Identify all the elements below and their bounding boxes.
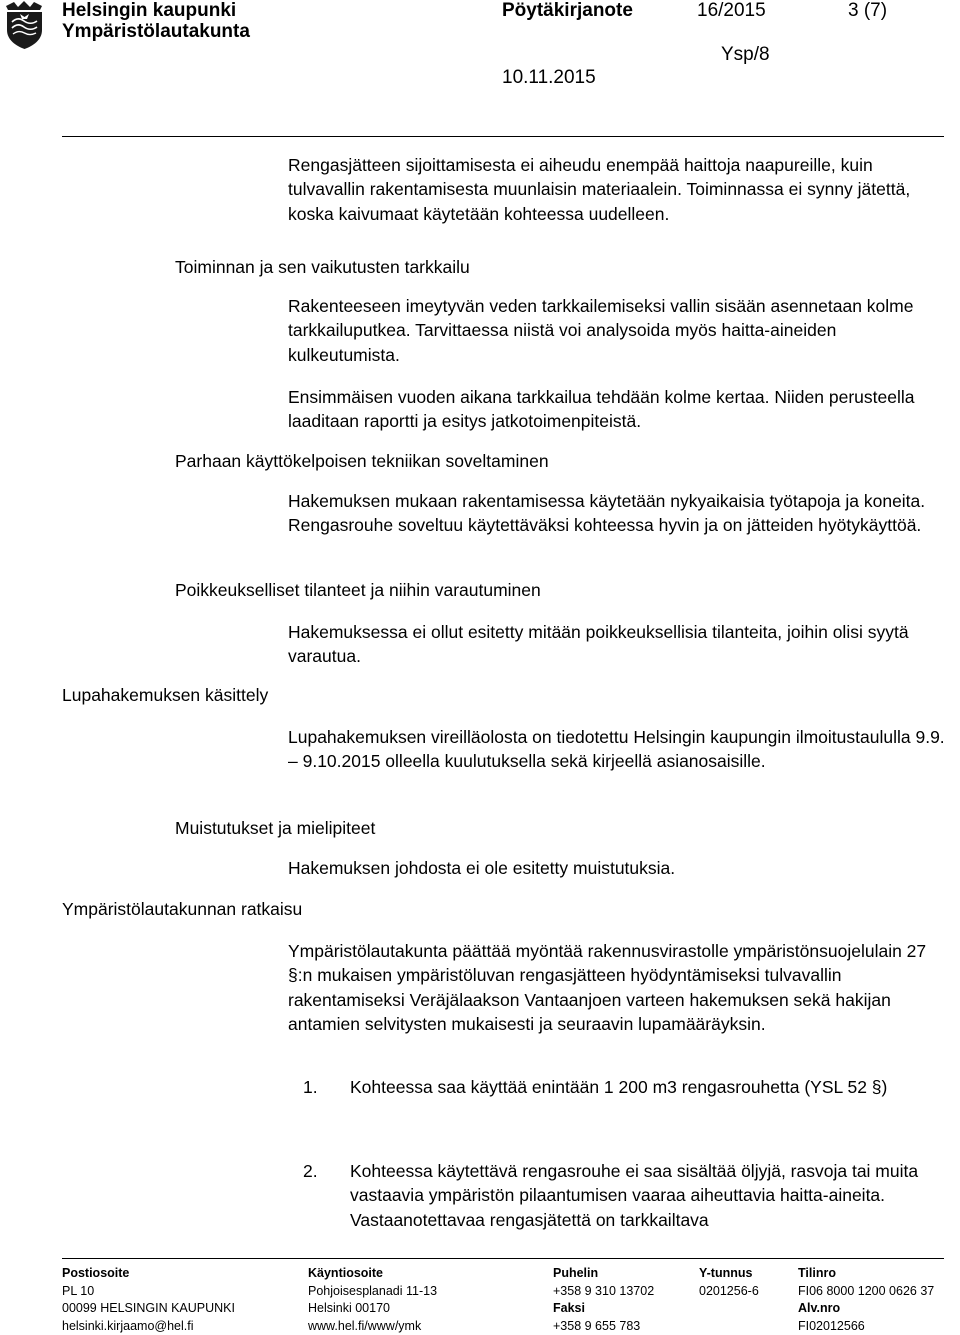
footer-visiting-line2: Helsinki 00170 <box>308 1300 437 1318</box>
decision-heading: Ympäristölautakunnan ratkaisu <box>62 897 302 921</box>
list-item-1: Kohteessa saa käyttää enintään 1 200 m3 rengasrouhetta (YSL 52 §) <box>350 1075 930 1099</box>
bat-heading: Parhaan käyttökelpoisen tekniikan soveltaminen <box>175 449 549 473</box>
footer-visiting-column <box>308 1265 437 1335</box>
footer-business-id-value: 0201256-6 <box>699 1283 759 1301</box>
footer-fax-number: +358 9 655 783 <box>553 1318 654 1335</box>
list-item-2: Kohteessa käytettävä rengasrouhe ei saa sisältää öljyjä, rasvoja tai muita vastaavia ympäristön pilaantumisen vaaraa aiheuttavia haitta-aineita. Vastaanotettavaa rengasjätettä on tarkkailtava <box>350 1159 950 1232</box>
footer-postal-heading: Postiosoite <box>62 1265 235 1283</box>
list-number-1: 1. <box>303 1075 318 1099</box>
processing-paragraph: Lupahakemuksen vireilläolosta on tiedotettu Helsingin kaupungin ilmoitustaululla 9.9. – 9.10.2015 olleella kuulutuksella sekä kirjeellä asianosaisille. <box>288 725 953 774</box>
footer-business-id-column <box>699 1265 759 1300</box>
footer-account-column <box>798 1265 934 1335</box>
footer-vat-heading: Alv.nro <box>798 1300 934 1318</box>
footer-postal-column <box>62 1265 235 1335</box>
footer-phone-number: +358 9 310 13702 <box>553 1283 654 1301</box>
footer-visiting-heading: Käyntiosoite <box>308 1265 437 1283</box>
footer-postal-line2: 00099 HELSINGIN KAUPUNKI <box>62 1300 235 1318</box>
monitoring-paragraph-2: Ensimmäisen vuoden aikana tarkkailua tehdään kolme kertaa. Niiden perusteella laaditaan raportti ja esitys jatkotoimenpiteistä. <box>288 385 953 434</box>
doc-type: Pöytäkirjanote <box>502 0 633 22</box>
processing-heading: Lupahakemuksen käsittely <box>62 683 268 707</box>
doc-number: 16/2015 <box>697 0 766 22</box>
exceptional-heading: Poikkeukselliset tilanteet ja niihin varautuminen <box>175 578 541 602</box>
header-divider <box>62 136 944 137</box>
footer-phone-heading: Puhelin <box>553 1265 654 1283</box>
page-info: 3 (7) <box>848 0 887 22</box>
monitoring-heading: Toiminnan ja sen vaikutusten tarkkailu <box>175 255 470 279</box>
footer-account-number: FI06 8000 1200 0626 37 <box>798 1283 934 1301</box>
footer-postal-line1: PL 10 <box>62 1283 235 1301</box>
intro-paragraph: Rengasjätteen sijoittamisesta ei aiheudu enempää haittoja naapureille, kuin tulvavallin rakentamisesta muunlaisin materiaalein. Toiminnassa ei synny jätettä, koska kaivumaat käytetään kohteessa uudelleen. <box>288 153 953 226</box>
footer-email-link[interactable]: helsinki.kirjaamo@hel.fi <box>62 1318 235 1335</box>
section-code: Ysp/8 <box>721 44 770 66</box>
helsinki-crest-logo <box>2 0 47 50</box>
org-name: Helsingin kaupunki <box>62 0 236 22</box>
footer-visiting-line1: Pohjoisesplanadi 11-13 <box>308 1283 437 1301</box>
bat-paragraph: Hakemuksen mukaan rakentamisessa käytetään nykyaikaisia työtapoja ja koneita. Rengasrouhe soveltuu käytettäväksi kohteessa hyvin ja on jätteiden hyötykäyttöä. <box>288 489 953 538</box>
footer-fax-heading: Faksi <box>553 1300 654 1318</box>
footer-phone-column <box>553 1265 654 1335</box>
objections-paragraph: Hakemuksen johdosta ei ole esitetty muistutuksia. <box>288 856 953 880</box>
footer-vat-number: FI02012566 <box>798 1318 934 1335</box>
exceptional-paragraph: Hakemuksessa ei ollut esitetty mitään poikkeuksellisia tilanteita, joihin olisi syytä varautua. <box>288 620 953 669</box>
footer-account-heading: Tilinro <box>798 1265 934 1283</box>
board-name: Ympäristölautakunta <box>62 21 250 43</box>
monitoring-paragraph-1: Rakenteeseen imeytyvän veden tarkkailemiseksi vallin sisään asennetaan kolme tarkkailuputkea. Tarvittaessa niistä voi analysoida myös haitta-aineiden kulkeutumista. <box>288 294 953 367</box>
meeting-date: 10.11.2015 <box>502 67 596 89</box>
footer-divider <box>62 1258 944 1259</box>
objections-heading: Muistutukset ja mielipiteet <box>175 816 375 840</box>
decision-paragraph: Ympäristölautakunta päättää myöntää rakennusvirastolle ympäristönsuojelulain 27 §:n mukaisen ympäristöluvan rengasjätteen hyödyntämiseksi tulvavallin rakentamiseksi Veräjälaakson Vantaanjoen varteen hakemuksen sekä hakijan antamien selvitysten mukaisesti ja seuraavin lupamääräyksin. <box>288 939 953 1037</box>
footer-business-id-heading: Y-tunnus <box>699 1265 759 1283</box>
footer-website-link[interactable]: www.hel.fi/www/ymk <box>308 1318 437 1335</box>
list-number-2: 2. <box>303 1159 318 1183</box>
